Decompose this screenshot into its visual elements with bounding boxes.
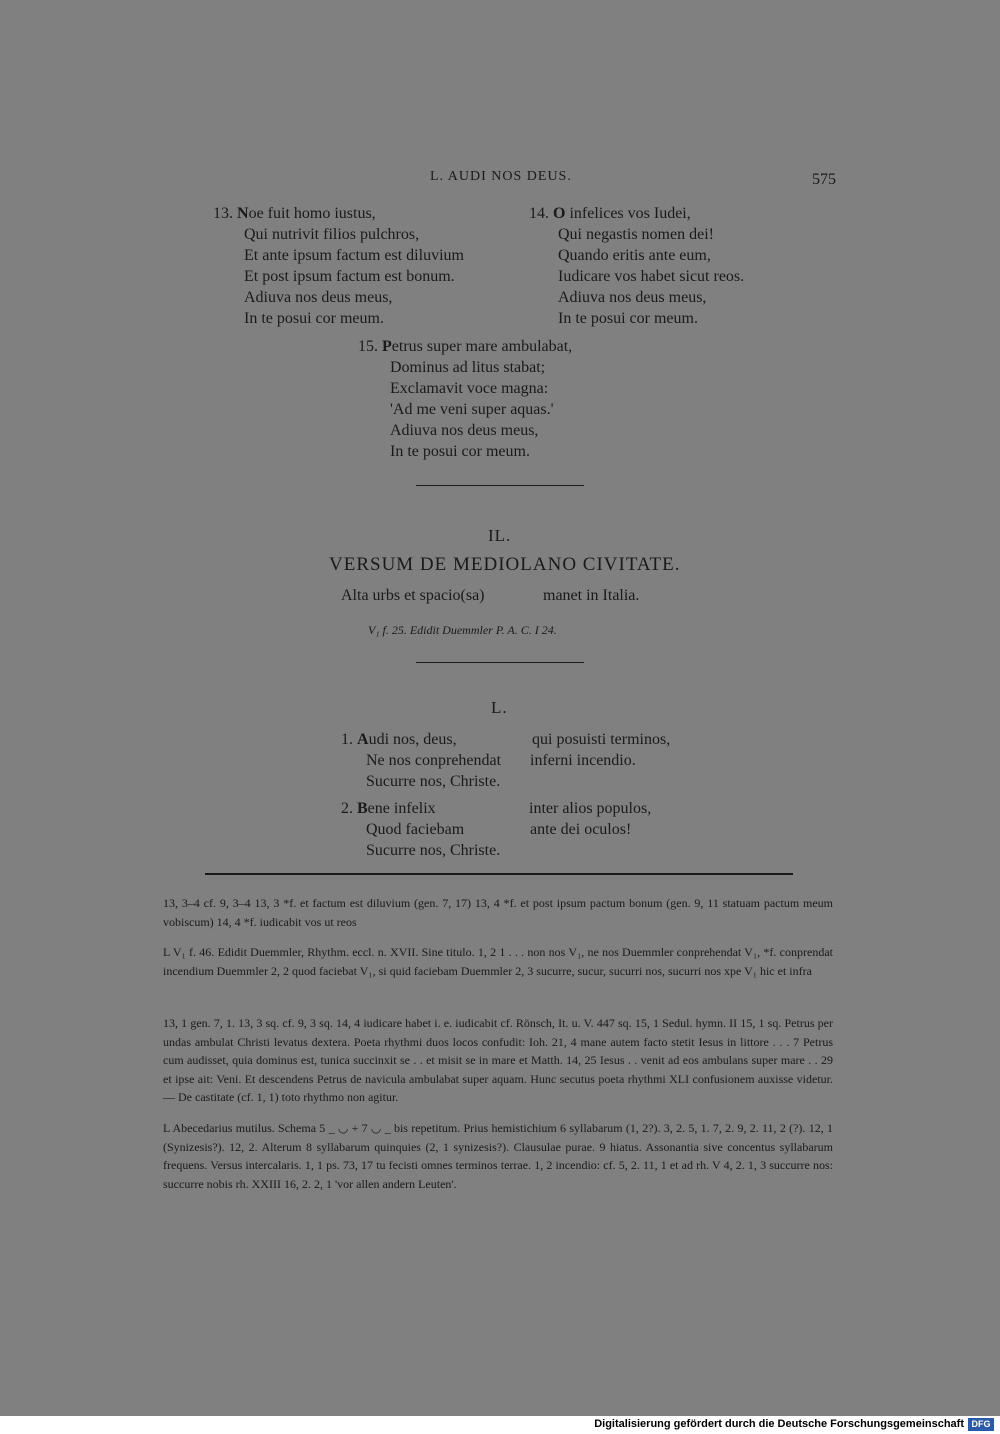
verse-line: Qui nutrivit filios pulchros,	[244, 226, 420, 243]
verse-line: Qui negastis nomen dei!	[558, 226, 714, 243]
stanza-2	[341, 800, 721, 864]
initial-letter: N	[237, 205, 249, 222]
stanza-1	[341, 731, 721, 795]
section-divider	[416, 485, 584, 486]
verse-line: Adiuva nos deus meus,	[244, 289, 393, 306]
footnote-paragraph: 13, 1 gen. 7, 1. 13, 3 sq. cf. 9, 3 sq. 14, 4 iudicare habet i. e. iudicabit cf. Rönsch, It. u. V. 447 sq. 15, 1 Sedul. hymn. II 15, 1 sq. Petrus per undas ambulat Christi levatus dextera. Poeta rhythmi duos locos confudit: Ioh. 21, 4 mane autem facto stetit Iesus in littore . . . 7 Petrus cum audisset, quia dominus est, tunica succinxit se . . et misit se in mare et Matth. 14, 25 Iesus . . venit ad eos ambulans super mare . . 29 et ipse ait: Veni. Et descendens Petrus de navicula ambulabat super aquam. Hunc secutus poeta rhythmi XLI confusionem auxisse videtur. — De castitate (cf. 1, 1) toto rhythmo non agitur.	[163, 1016, 833, 1105]
verse-line: In te posui cor meum.	[244, 310, 384, 327]
critical-apparatus	[163, 894, 833, 980]
verse-line: Quando eritis ante eum,	[558, 247, 711, 264]
verse-line: Dominus ad litus stabat;	[390, 359, 546, 376]
verse-line: In te posui cor meum.	[390, 443, 530, 460]
stanza-number: 14.	[529, 205, 549, 222]
stanza-number: 13.	[213, 205, 233, 222]
footnote-paragraph: L V₁ f. 46. Edidit Duemmler, Rhythm. eccl. n. XVII. Sine titulo. 1, 2 1 . . . non nos V₁, ne nos Duemmler conprehendat V₁, *f. conprendat incendium Duemmler 2, 2 quod faciebat V₁, si quid faciebam Duemmler 2, 3 sucurre, sucur, sucurri nos, sucurri nos xpe V₁ hic et infra	[163, 945, 833, 978]
stanza-number: 1.	[341, 731, 353, 748]
verse-line: infelices vos Iudei,	[565, 205, 691, 222]
verse-line: Adiuva nos deus meus,	[558, 289, 707, 306]
verse-line: Sucurre nos, Christe.	[366, 842, 501, 859]
verse-line: manet in Italia.	[543, 587, 640, 604]
verse-line: Adiuva nos deus meus,	[390, 422, 539, 439]
dfg-logo-icon: DFG	[968, 1418, 994, 1431]
stanza-number: 15.	[358, 338, 378, 355]
footnote-paragraph: L Abecedarius mutilus. Schema 5 _ ◡ + 7 ◡ _ bis repetitum. Prius hemistichium 6 syllabarum (1, 2?). 3, 2. 5, 1. 7, 2. 9, 2. 11, 2 (?). 12, 1 (Synizesis?). 12, 2. Alterum 8 syllabarum quinquies (2, 1 synizesis?). Clausulae purae. 9 hiatus. Assonantia sive concentus syllabarum frequens. Versus intercalaris. 1, 1 ps. 73, 17 tu fecisti omnes terminos terrae. 1, 2 incendio: cf. 5, 2. 11, 1 et ad rh. V 4, 2. 1, 3 succurre nos: succurre nobis rh. XXIII 16, 2. 2, 1 'vor allen andern Leuten'.	[163, 1120, 833, 1191]
footnote-separator	[205, 873, 793, 875]
commentary	[163, 1014, 833, 1193]
verse-line: qui posuisti terminos,	[532, 731, 671, 748]
verse-line: Alta urbs et spacio(sa)	[341, 587, 485, 604]
stanza-number: 2.	[341, 800, 353, 817]
funding-note: Digitalisierung gefördert durch die Deutsche Forschungsgemeinschaft	[594, 1418, 964, 1430]
stanza-14	[529, 205, 819, 335]
verse-line: Exclamavit voce magna:	[390, 380, 549, 397]
section-divider	[416, 662, 584, 663]
page-number: 575	[812, 171, 836, 188]
verse-line: Et post ipsum factum est bonum.	[244, 268, 455, 285]
initial-letter: P	[382, 338, 392, 355]
section-number: L.	[491, 698, 508, 717]
section-number: IL.	[488, 526, 512, 545]
verse-line: 'Ad me veni super aquas.'	[390, 401, 554, 418]
footer-bar	[0, 1416, 1000, 1434]
verse-line: Quod faciebam	[366, 821, 465, 838]
stanza-15	[358, 338, 658, 468]
verse-line: Iudicare vos habet sicut reos.	[558, 268, 745, 285]
verse-line: ante dei oculos!	[530, 821, 632, 838]
footnote-paragraph: 13, 3–4 cf. 9, 3–4 13, 3 *f. et factum est diluvium (gen. 7, 17) 13, 4 *f. et post ipsum pactum bonum (gen. 9, 11 statuam pactum meum vobiscum) 14, 4 *f. iudicabit vos ut reos	[163, 896, 833, 929]
verse-line: Et ante ipsum factum est diluvium	[244, 247, 464, 264]
verse-line: Sucurre nos, Christe.	[366, 773, 501, 790]
running-title: L. AUDI NOS DEUS.	[430, 169, 572, 184]
verse-line: udi nos, deus,	[368, 731, 457, 748]
verse-line: Ne nos conprehendat	[366, 752, 502, 769]
verse-line: etrus super mare ambulabat,	[391, 338, 573, 355]
verse-line: oe fuit homo iustus,	[248, 205, 376, 222]
section-title: VERSUM DE MEDIOLANO CIVITATE.	[329, 554, 681, 575]
verse-line: inferni incendio.	[530, 752, 636, 769]
initial-letter: A	[357, 731, 369, 748]
verse-line: inter alios populos,	[529, 800, 652, 817]
stanza-13	[213, 205, 533, 335]
verse-line: In te posui cor meum.	[558, 310, 698, 327]
source-note: V₁ f. 25. Edidit Duemmler P. A. C. I 24.	[368, 623, 557, 637]
initial-letter: O	[553, 205, 566, 222]
verse-line: ene infelix	[367, 800, 436, 817]
initial-letter: B	[357, 800, 368, 817]
